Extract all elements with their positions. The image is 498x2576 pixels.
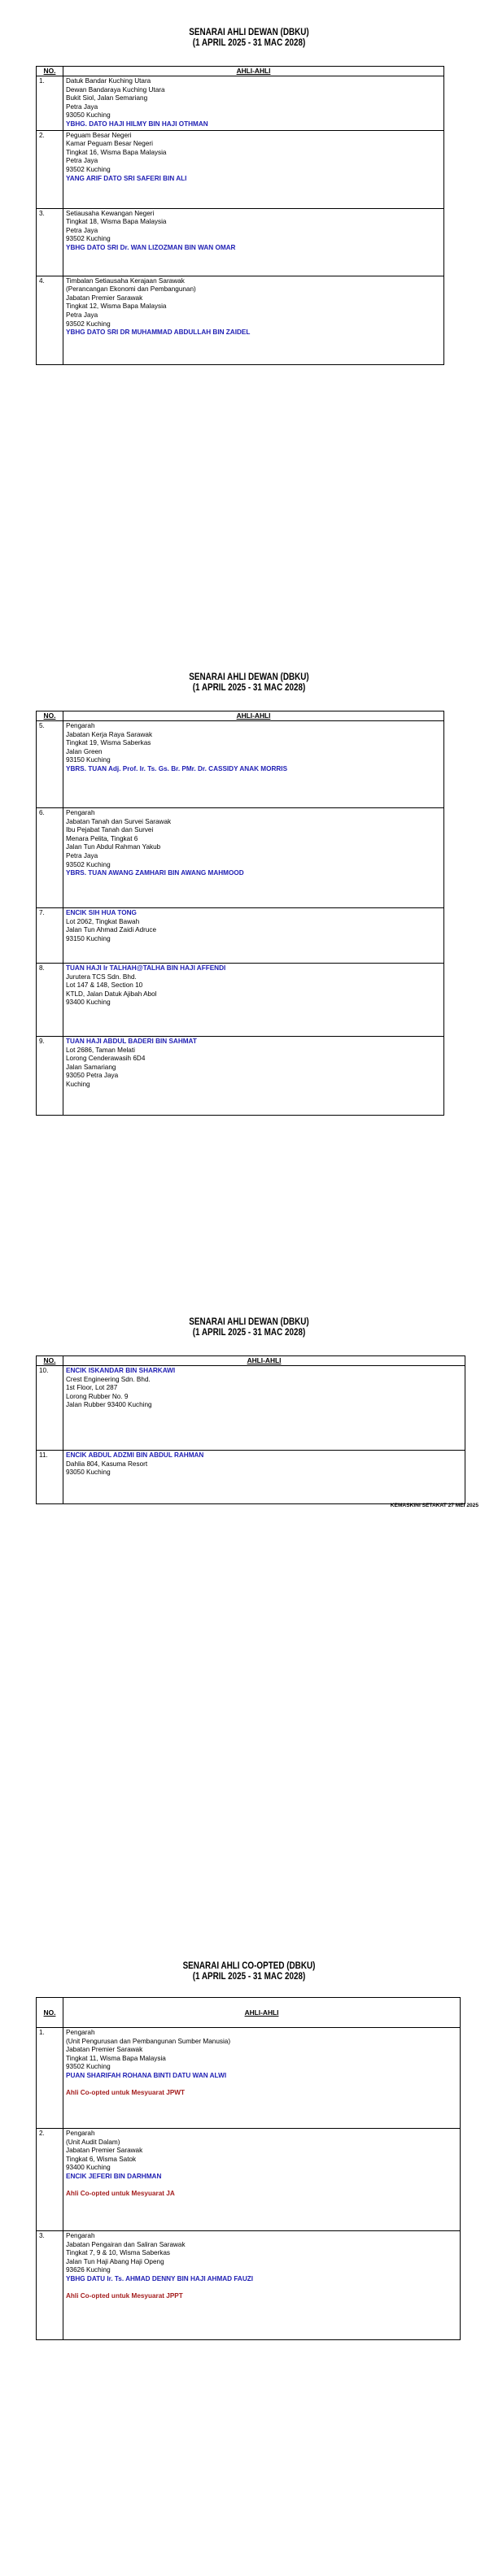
address-line: Pengarah bbox=[66, 2029, 95, 2036]
address-line: Tingkat 7, 9 & 10, Wisma Saberkas bbox=[66, 2249, 171, 2257]
member-cell bbox=[63, 1037, 444, 1116]
member-cell bbox=[63, 808, 444, 908]
address-line: Pengarah bbox=[66, 809, 95, 816]
address-line: 93626 Kuching bbox=[66, 2266, 111, 2274]
address-line: Pengarah bbox=[66, 2130, 95, 2137]
member-name: YBRS. TUAN AWANG ZAMHARI BIN AWANG MAHMOOD bbox=[66, 869, 244, 877]
address-line: Petra Jaya bbox=[66, 311, 98, 319]
table-row bbox=[37, 2028, 461, 2129]
col-members-header: AHLI-AHLI bbox=[63, 1356, 465, 1366]
page1-title-line1: SENARAI AHLI DEWAN (DBKU) bbox=[189, 28, 309, 37]
member-name: YBHG DATO SRI DR MUHAMMAD ABDULLAH BIN ZAIDEL bbox=[66, 329, 251, 337]
address-line: Jalan Green bbox=[66, 747, 103, 755]
page4-title bbox=[35, 1961, 463, 1982]
table-row bbox=[37, 964, 444, 1037]
page4-title-line1: SENARAI AHLI CO-OPTED (DBKU) bbox=[182, 1961, 316, 1971]
member-name: YANG ARIF DATO SRI SAFERI BIN ALI bbox=[66, 174, 187, 182]
address-line: (Unit Audit Dalam) bbox=[66, 2138, 120, 2146]
row-number: 3. bbox=[37, 208, 63, 276]
row-number: 6. bbox=[37, 808, 63, 908]
address-line: Peguam Besar Negeri bbox=[66, 131, 132, 139]
col-no-header: NO. bbox=[37, 1356, 63, 1366]
address-line: Tingkat 16, Wisma Bapa Malaysia bbox=[66, 148, 167, 156]
address-line: Jurutera TCS Sdn. Bhd. bbox=[66, 973, 137, 981]
member-cell bbox=[63, 964, 444, 1037]
row-number: 10. bbox=[37, 1366, 63, 1451]
address-line: Kamar Peguam Besar Negeri bbox=[66, 140, 153, 148]
address-line: Jabatan Pengairan dan Saliran Sarawak bbox=[66, 2240, 186, 2248]
address-line: Petra Jaya bbox=[66, 851, 98, 859]
member-name: YBHG. DATO HAJI HILMY BIN HAJI OTHMAN bbox=[66, 120, 208, 128]
row-number: 8. bbox=[37, 964, 63, 1037]
address-line: 93502 Kuching bbox=[66, 165, 111, 173]
member-cell bbox=[63, 721, 444, 808]
table-row bbox=[37, 130, 444, 208]
address-line: Jalan Tun Ahmad Zaidi Adruce bbox=[66, 926, 157, 934]
member-name: ENCIK ABDUL ADZMI BIN ABDUL RAHMAN bbox=[66, 1451, 204, 1459]
page3-members-table bbox=[36, 1355, 465, 1504]
address-line: Timbalan Setiausaha Kerajaan Sarawak bbox=[66, 276, 185, 285]
address-line: 93050 Kuching bbox=[66, 1469, 111, 1477]
address-line: 93502 Kuching bbox=[66, 320, 111, 328]
member-name: ENCIK SIH HUA TONG bbox=[66, 909, 137, 916]
address-line: Tingkat 6, Wisma Satok bbox=[66, 2155, 137, 2163]
table-row bbox=[37, 908, 444, 964]
member-cell bbox=[63, 2231, 461, 2340]
address-line: Bukit Siol, Jalan Semariang bbox=[66, 94, 148, 102]
member-name: TUAN HAJI ABDUL BADERI BIN SAHMAT bbox=[66, 1038, 197, 1045]
address-line: (Perancangan Ekonomi dan Pembangunan) bbox=[66, 285, 196, 294]
member-cell bbox=[63, 130, 444, 208]
member-cell bbox=[63, 2129, 461, 2231]
address-line: Petra Jaya bbox=[66, 226, 98, 234]
address-line: Lot 147 & 148, Section 10 bbox=[66, 981, 143, 990]
member-cell bbox=[63, 908, 444, 964]
page2-title-line1: SENARAI AHLI DEWAN (DBKU) bbox=[189, 672, 309, 682]
table-row bbox=[37, 208, 444, 276]
page1-title-line2: (1 APRIL 2025 - 31 MAC 2028) bbox=[192, 38, 306, 48]
member-name: YBHG DATO SRI Dr. WAN LIZOZMAN BIN WAN OMAR bbox=[66, 243, 236, 251]
page4-title-line2: (1 APRIL 2025 - 31 MAC 2028) bbox=[192, 1972, 306, 1982]
address-line: Petra Jaya bbox=[66, 102, 98, 111]
row-number: 7. bbox=[37, 908, 63, 964]
address-line: Jabatan Premier Sarawak bbox=[66, 294, 143, 302]
row-number: 1. bbox=[37, 76, 63, 131]
page1-title bbox=[35, 28, 463, 49]
col-members-header: AHLI-AHLI bbox=[63, 1998, 461, 2028]
address-line: Petra Jaya bbox=[66, 157, 98, 165]
address-line: Tingkat 18, Wisma Bapa Malaysia bbox=[66, 218, 167, 226]
address-line: Kuching bbox=[66, 1080, 90, 1088]
row-number: 1. bbox=[37, 2028, 63, 2129]
address-line: Ibu Pejabat Tanah dan Survei bbox=[66, 826, 154, 834]
address-line: Jabatan Tanah dan Survei Sarawak bbox=[66, 817, 172, 825]
address-line: Menara Pelita, Tingkat 6 bbox=[66, 834, 138, 842]
coopted-note: Ahli Co-opted untuk Mesyuarat JPWT bbox=[66, 2088, 186, 2096]
address-line: Lot 2686, Taman Melati bbox=[66, 1046, 135, 1054]
member-cell bbox=[63, 1451, 465, 1504]
address-line: 93050 Petra Jaya bbox=[66, 1072, 119, 1080]
address-line: Pengarah bbox=[66, 2232, 95, 2239]
col-members-header: AHLI-AHLI bbox=[63, 67, 444, 76]
row-number: 4. bbox=[37, 276, 63, 364]
coopted-note: Ahli Co-opted untuk Mesyuarat JPPT bbox=[66, 2291, 183, 2300]
address-line: 93400 Kuching bbox=[66, 2164, 111, 2172]
table-row bbox=[37, 76, 444, 131]
col-no-header: NO. bbox=[37, 1998, 63, 2028]
row-number: 11. bbox=[37, 1451, 63, 1504]
address-line: Datuk Bandar Kuching Utara bbox=[66, 77, 151, 85]
address-line: Tingkat 11, Wisma Bapa Malaysia bbox=[66, 2054, 166, 2062]
row-number: 3. bbox=[37, 2231, 63, 2340]
row-number: 9. bbox=[37, 1037, 63, 1116]
col-members-header: AHLI-AHLI bbox=[63, 711, 444, 721]
member-cell bbox=[63, 208, 444, 276]
page3-title-line2: (1 APRIL 2025 - 31 MAC 2028) bbox=[192, 1328, 306, 1338]
member-name: TUAN HAJI Ir TALHAH@TALHA BIN HAJI AFFENDI bbox=[66, 964, 226, 972]
member-name: PUAN SHARIFAH ROHANA BINTI DATU WAN ALWI bbox=[66, 2071, 227, 2079]
col-no-header: NO. bbox=[37, 711, 63, 721]
page2-title-line2: (1 APRIL 2025 - 31 MAC 2028) bbox=[192, 683, 306, 693]
page3-title bbox=[35, 1317, 463, 1338]
member-name: YBRS. TUAN Adj. Prof. Ir. Ts. Gs. Br. PMr. Dr. CASSIDY ANAK MORRIS bbox=[66, 764, 288, 772]
address-line: Tingkat 12, Wisma Bapa Malaysia bbox=[66, 302, 167, 311]
address-line: Lorong Cenderawasih 6D4 bbox=[66, 1055, 146, 1063]
address-line: KTLD, Jalan Datuk Ajibah Abol bbox=[66, 990, 157, 998]
page1-members-table bbox=[36, 66, 444, 365]
address-line: Tingkat 19, Wisma Saberkas bbox=[66, 739, 151, 747]
address-line: 93502 Kuching bbox=[66, 860, 111, 868]
page3-title-line1: SENARAI AHLI DEWAN (DBKU) bbox=[189, 1317, 309, 1327]
member-name: ENCIK ISKANDAR BIN SHARKAWI bbox=[66, 1367, 176, 1374]
address-line: Setiausaha Kewangan Negeri bbox=[66, 209, 155, 217]
address-line: Pengarah bbox=[66, 722, 95, 729]
member-name: ENCIK JEFERI BIN DARHMAN bbox=[66, 2172, 162, 2180]
address-line: 93502 Kuching bbox=[66, 2063, 111, 2071]
table-row bbox=[37, 2129, 461, 2231]
row-number: 2. bbox=[37, 130, 63, 208]
address-line: 93150 Kuching bbox=[66, 756, 111, 764]
address-line: Dahlia 804, Kasuma Resort bbox=[66, 1460, 148, 1468]
address-line: Jabatan Kerja Raya Sarawak bbox=[66, 730, 153, 738]
page4-coopted-table bbox=[36, 1997, 461, 2340]
address-line: Jalan Samariang bbox=[66, 1063, 116, 1071]
member-cell bbox=[63, 2028, 461, 2129]
address-line: 93050 Kuching bbox=[66, 111, 111, 120]
member-cell bbox=[63, 76, 444, 131]
address-line: Jalan Tun Haji Abang Haji Openg bbox=[66, 2257, 164, 2265]
address-line: Crest Engineering Sdn. Bhd. bbox=[66, 1375, 151, 1383]
address-line: 93502 Kuching bbox=[66, 235, 111, 243]
member-cell bbox=[63, 1366, 465, 1451]
address-line: Lot 2062, Tingkat Bawah bbox=[66, 917, 140, 925]
col-no-header: NO. bbox=[37, 67, 63, 76]
row-number: 2. bbox=[37, 2129, 63, 2231]
address-line: 93150 Kuching bbox=[66, 934, 111, 942]
row-number: 5. bbox=[37, 721, 63, 808]
table-row bbox=[37, 1451, 465, 1504]
address-line: Jalan Tun Abdul Rahman Yakub bbox=[66, 843, 161, 851]
address-line: Jalan Rubber 93400 Kuching bbox=[66, 1401, 152, 1409]
table-row bbox=[37, 808, 444, 908]
member-cell bbox=[63, 276, 444, 364]
address-line: 93400 Kuching bbox=[66, 999, 111, 1007]
table-row bbox=[37, 2231, 461, 2340]
address-line: 1st Floor, Lot 287 bbox=[66, 1384, 118, 1392]
page2-title bbox=[35, 672, 463, 694]
address-line: (Unit Pengurusan dan Pembangunan Sumber Manusia) bbox=[66, 2037, 231, 2045]
address-line: Lorong Rubber No. 9 bbox=[66, 1392, 129, 1400]
table-row bbox=[37, 276, 444, 364]
table-row bbox=[37, 721, 444, 808]
table-row bbox=[37, 1366, 465, 1451]
last-updated-note: KEMASKINI SETAKAT 27 MEI 2025 bbox=[390, 1503, 478, 1508]
address-line: Jabatan Premier Sarawak bbox=[66, 2147, 143, 2155]
member-name: YBHG DATU Ir. Ts. AHMAD DENNY BIN HAJI AHMAD FAUZI bbox=[66, 2274, 254, 2282]
address-line: Dewan Bandaraya Kuching Utara bbox=[66, 85, 165, 94]
address-line: Jabatan Premier Sarawak bbox=[66, 2046, 143, 2054]
table-row bbox=[37, 1037, 444, 1116]
page2-members-table bbox=[36, 711, 444, 1116]
coopted-note: Ahli Co-opted untuk Mesyuarat JA bbox=[66, 2189, 175, 2197]
